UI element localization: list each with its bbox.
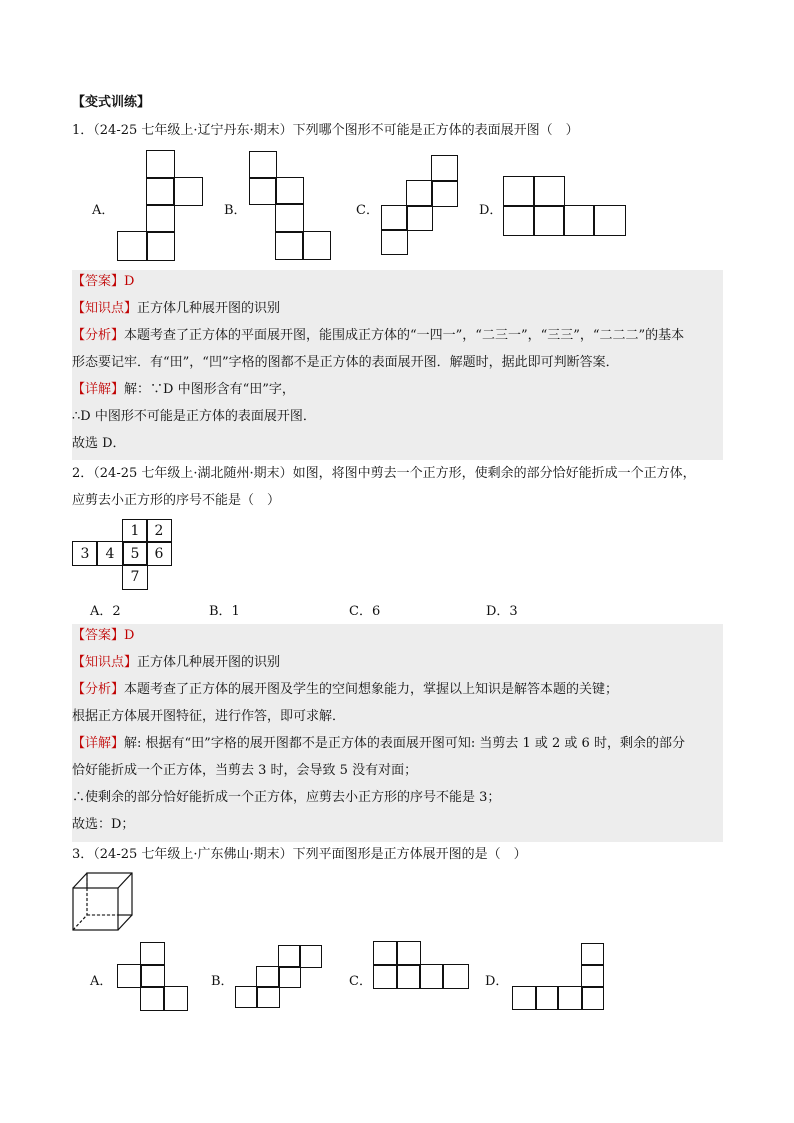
q2-text-line1: 2．（24-25 七年级上·湖北随州·期末）如图，将图中剪去一个正方形，使剩余的部分恰好能折成一个正方体， <box>72 466 696 481</box>
section-title: 【变式训练】 <box>72 95 151 110</box>
q1-answer: 【答案】D <box>72 274 135 289</box>
q1-option-c-label: C． <box>356 203 379 218</box>
q1-option-b-label: B． <box>224 203 247 218</box>
q2-analysis-line1 <box>72 681 618 699</box>
q2-detail-tag: 【详解】 <box>72 736 125 751</box>
cube-figure <box>70 870 136 934</box>
q1-detail-line2: ∴D 中图形不可能是正方体的表面展开图． <box>72 409 316 424</box>
q3-option-a-label: A． <box>90 974 113 989</box>
q1-knowledge-text: 正方体几种展开图的识别 <box>137 301 281 316</box>
q2-answer: 【答案】D <box>72 628 135 643</box>
q1-option-d-label: D． <box>479 203 503 218</box>
q1-detail-line1 <box>72 381 295 399</box>
q2-knowledge-tag: 【知识点】 <box>72 655 138 670</box>
q1-analysis-tag: 【分析】 <box>72 328 125 343</box>
q3-text: 3．（24-25 七年级上·广东佛山·期末）下列平面图形是正方体展开图的是（ ） <box>72 847 527 862</box>
q1-analysis-line1 <box>72 327 684 345</box>
q2-analysis-line2: 根据正方体展开图特征，进行作答，即可求解． <box>72 709 346 724</box>
q3-option-b-label: B． <box>211 974 234 989</box>
q2-option-a: A．2 <box>90 604 121 619</box>
q2-option-b: B．1 <box>209 604 240 619</box>
q2-conclusion: 故选：D； <box>72 817 135 832</box>
grid-number-5: 5 <box>130 546 140 562</box>
grid-number-3: 3 <box>80 546 90 562</box>
q1-detail-text: 解：∵D 中图形含有“田”字， <box>124 382 295 397</box>
q3-option-c-label: C． <box>349 974 372 989</box>
q2-text-line2: 应剪去小正方形的序号不能是（ ） <box>72 493 281 508</box>
q1-text: 1．（24-25 七年级上·辽宁丹东·期末）下列哪个图形不可能是正方体的表面展开图（ ） <box>72 123 579 138</box>
grid-number-4: 4 <box>105 546 115 562</box>
q1-option-a-label: A． <box>92 203 115 218</box>
q2-knowledge <box>72 654 280 672</box>
q2-knowledge-text: 正方体几种展开图的识别 <box>137 655 281 670</box>
grid-number-6: 6 <box>154 546 164 562</box>
q2-option-c: C．6 <box>349 604 381 619</box>
q2-analysis-tag: 【分析】 <box>72 682 125 697</box>
q1-analysis-line2: 形态要记牢．有“田”，“凹”字格的图都不是正方体的表面展开图．解题时，据此即可判断答案． <box>72 355 619 370</box>
q2-detail-line3: ∴使剩余的部分恰好能折成一个正方体，应剪去小正方形的序号不能是 3； <box>72 790 501 805</box>
q2-detail-line2: 恰好能折成一个正方体，当剪去 3 时，会导致 5 没有对面； <box>72 763 418 778</box>
q1-analysis-text: 本题考查了正方体的平面展开图，能围成正方体的“一四一”，“二三一”，“三三”，“二二二”的基本 <box>124 328 685 343</box>
q2-analysis-text: 本题考查了正方体的展开图及学生的空间想象能力，掌握以上知识是解答本题的关键； <box>124 682 619 697</box>
q2-detail-line1 <box>72 735 685 753</box>
q1-conclusion: 故选 D． <box>72 436 126 451</box>
q1-knowledge <box>72 300 280 318</box>
q1-knowledge-tag: 【知识点】 <box>72 301 138 316</box>
q1-detail-tag: 【详解】 <box>72 382 125 397</box>
q3-option-d-label: D． <box>485 974 509 989</box>
q2-detail-text: 解: 根据有“田”字格的展开图都不是正方体的表面展开图可知: 当剪去 1 或 2 或 6 时，剩余的部分 <box>124 736 685 751</box>
q2-option-d: D．3 <box>486 604 518 619</box>
grid-number-7: 7 <box>130 569 140 585</box>
grid-number-2: 2 <box>154 523 164 539</box>
grid-number-1: 1 <box>130 523 140 539</box>
